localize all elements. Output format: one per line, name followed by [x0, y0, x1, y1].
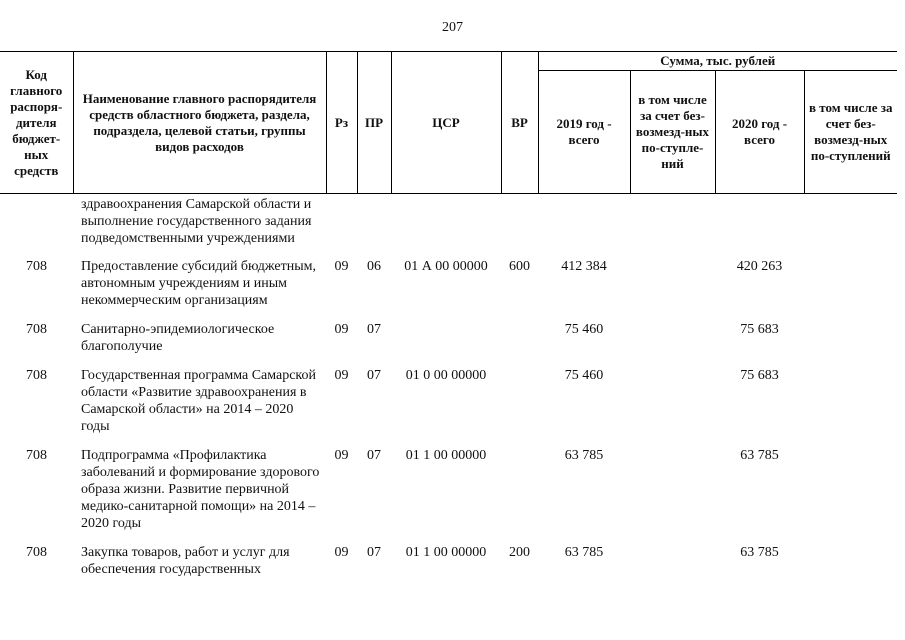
table-body	[0, 194, 897, 585]
row-rz: 09	[334, 259, 349, 274]
table-header	[0, 52, 897, 194]
row-pr: 07	[367, 322, 381, 337]
header-rz: Рз	[326, 52, 357, 194]
row-name: Закупка товаров, работ и услуг для обеспечения государственных	[81, 545, 290, 577]
row-code: 708	[26, 448, 47, 463]
row-pr: 06	[367, 259, 381, 274]
row-code: 708	[26, 259, 47, 274]
row-free-2019	[630, 441, 715, 538]
continuation-text: здравоохранения Самарской области и выполнение государственного задания подведомственными учреждениями	[81, 197, 312, 246]
row-name: Государственная программа Самарской области «Развитие здравоохранения в Самарской области» на 2014 – 2020 годы	[81, 368, 317, 434]
row-rz: 09	[334, 545, 349, 560]
row-free-2019	[630, 538, 715, 584]
table-row	[0, 252, 897, 315]
row-sum-2019: 412 384	[561, 259, 607, 274]
table-row-continuation	[0, 194, 897, 253]
row-pr: 07	[367, 368, 381, 383]
row-sum-2020: 75 683	[740, 368, 779, 383]
row-name: Санитарно-эпидемиологическое благополучие	[81, 322, 275, 354]
row-free-2019	[630, 315, 715, 361]
row-csr	[391, 315, 501, 361]
table-row	[0, 361, 897, 441]
row-csr: 01 0 00 00000	[405, 368, 487, 383]
row-free-2020	[804, 315, 897, 361]
row-free-2020	[804, 441, 897, 538]
header-pr: ПР	[357, 52, 391, 194]
row-sum-2019: 75 460	[564, 368, 604, 383]
header-2019-total: 2019 год - всего	[538, 71, 630, 194]
row-rz: 09	[334, 448, 349, 463]
page-number: 207	[442, 20, 463, 35]
table-row	[0, 538, 897, 584]
header-sum-group: Сумма, тыс. рублей	[538, 52, 897, 71]
row-free-2019	[630, 361, 715, 441]
header-2020-free: в том числе за счет без-возмезд-ных по-ступлений	[804, 71, 897, 194]
row-free-2019	[630, 252, 715, 315]
row-rz: 09	[334, 322, 349, 337]
row-sum-2020: 420 263	[736, 259, 783, 274]
row-csr: 01 1 00 00000	[405, 448, 487, 463]
row-sum-2019: 63 785	[564, 545, 604, 560]
row-rz: 09	[334, 368, 349, 383]
row-free-2020	[804, 252, 897, 315]
row-sum-2020: 63 785	[740, 545, 779, 560]
row-sum-2020: 63 785	[740, 448, 779, 463]
row-free-2020	[804, 538, 897, 584]
row-vr: 200	[509, 545, 530, 560]
row-free-2020	[804, 361, 897, 441]
row-code: 708	[26, 545, 47, 560]
row-name: Предоставление субсидий бюджетным, автономным учреждениям и иным некоммерческим организациям	[81, 259, 317, 308]
budget-table	[0, 51, 897, 584]
row-sum-2019: 75 460	[564, 322, 604, 337]
header-code: Код главного распоря-дителя бюджет-ных средств	[0, 52, 73, 194]
row-sum-2020: 75 683	[740, 322, 779, 337]
row-pr: 07	[367, 448, 381, 463]
row-csr: 01 А 00 00000	[404, 259, 488, 274]
row-vr	[501, 315, 538, 361]
row-sum-2019: 63 785	[564, 448, 604, 463]
header-name: Наименование главного распорядителя средств областного бюджета, раздела, подраздела, целевой статьи, группы видов расходов	[73, 52, 326, 194]
header-2019-free: в том числе за счет без-возмезд-ных по-ступле-ний	[630, 71, 715, 194]
row-code: 708	[26, 322, 47, 337]
table-row	[0, 315, 897, 361]
row-name: Подпрограмма «Профилактика заболеваний и формирование здорового образа жизни. Развитие первичной медико-санитарной помощи» на 2014 – 2020 годы	[81, 448, 320, 531]
row-vr	[501, 441, 538, 538]
row-pr: 07	[367, 545, 381, 560]
row-vr: 600	[509, 259, 530, 274]
header-vr: ВР	[501, 52, 538, 194]
header-csr: ЦСР	[391, 52, 501, 194]
row-csr: 01 1 00 00000	[405, 545, 487, 560]
table-row	[0, 441, 897, 538]
header-2020-total: 2020 год - всего	[715, 71, 804, 194]
row-vr	[501, 361, 538, 441]
row-code: 708	[26, 368, 47, 383]
